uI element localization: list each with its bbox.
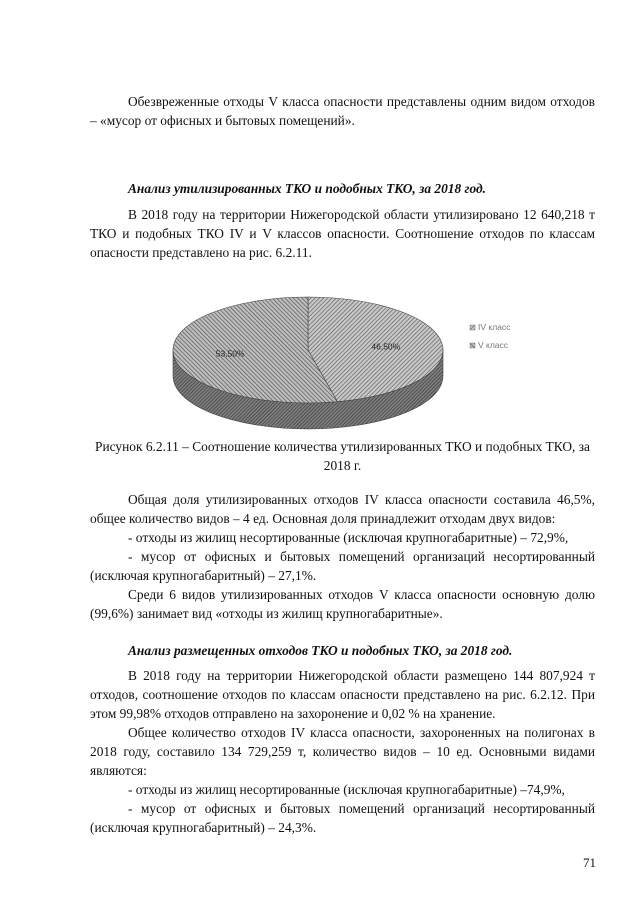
legend-swatch-1 xyxy=(470,325,475,330)
section-paragraph-utilized: В 2018 году на территории Нижегородской области утилизировано 12 640,218 т ТКО и подобных ТКО IV и V классов опасности. Соотношение отходов по классам опасности представлено на рис. 6.2.11. xyxy=(90,207,595,260)
legend-label-2: V класс xyxy=(478,340,509,350)
section-heading-placed: Анализ размещенных отходов ТКО и подобных ТКО, за 2018 год. xyxy=(128,643,513,658)
section2-bullet-2: - мусор от офисных и бытовых помещений организаций несортированный (исключая крупногабаритный) – 24,3%. xyxy=(90,801,595,835)
figure-caption: Рисунок 6.2.11 – Соотношение количества утилизированных ТКО и подобных ТКО, за 2018 г. xyxy=(95,439,590,473)
legend-label-1: IV класс xyxy=(478,322,511,332)
body-bullet-1: - отходы из жилищ несортированные (исключая крупногабаритные) – 72,9%, xyxy=(128,530,569,545)
body-paragraph-2: Среди 6 видов утилизированных отходов V класса опасности основную долю (99,6%) занимает вид «отходы из жилищ крупногабаритные». xyxy=(90,587,595,621)
pie-data-label-2: 53,50% xyxy=(215,348,245,359)
section2-bullet-1: - отходы из жилищ несортированные (исключая крупногабаритные) –74,9%, xyxy=(128,782,565,797)
section2-paragraph-1: В 2018 году на территории Нижегородской области размещено 144 807,924 т отходов, соотношение отходов по классам опасности представлено на рис. 6.2.12. При этом 99,98% отходов отправлено на захоронение и 0,02 % на хранение. xyxy=(90,668,595,721)
pie-chart xyxy=(168,292,528,432)
legend-swatch-2 xyxy=(470,343,475,348)
page-number: 71 xyxy=(583,855,596,870)
body-paragraph-1: Общая доля утилизированных отходов IV класса опасности составила 46,5%, общее количество видов – 4 ед. Основная доля принадлежит отходам двух видов: xyxy=(90,492,595,526)
section2-paragraph-2: Общее количество отходов IV класса опасности, захороненных на полигонах в 2018 году, составило 134 729,259 т, количество видов – 10 ед. Основными видами являются: xyxy=(90,725,595,778)
intro-paragraph: Обезвреженные отходы V класса опасности представлены одним видом отходов – «мусор от офисных и бытовых помещений». xyxy=(90,94,595,128)
pie-data-label-1: 46,50% xyxy=(371,341,401,352)
section-heading-utilized: Анализ утилизированных ТКО и подобных ТКО, за 2018 год. xyxy=(128,181,486,196)
body-bullet-2: - мусор от офисных и бытовых помещений организаций несортированный (исключая крупногабаритный) – 27,1%. xyxy=(90,549,595,583)
